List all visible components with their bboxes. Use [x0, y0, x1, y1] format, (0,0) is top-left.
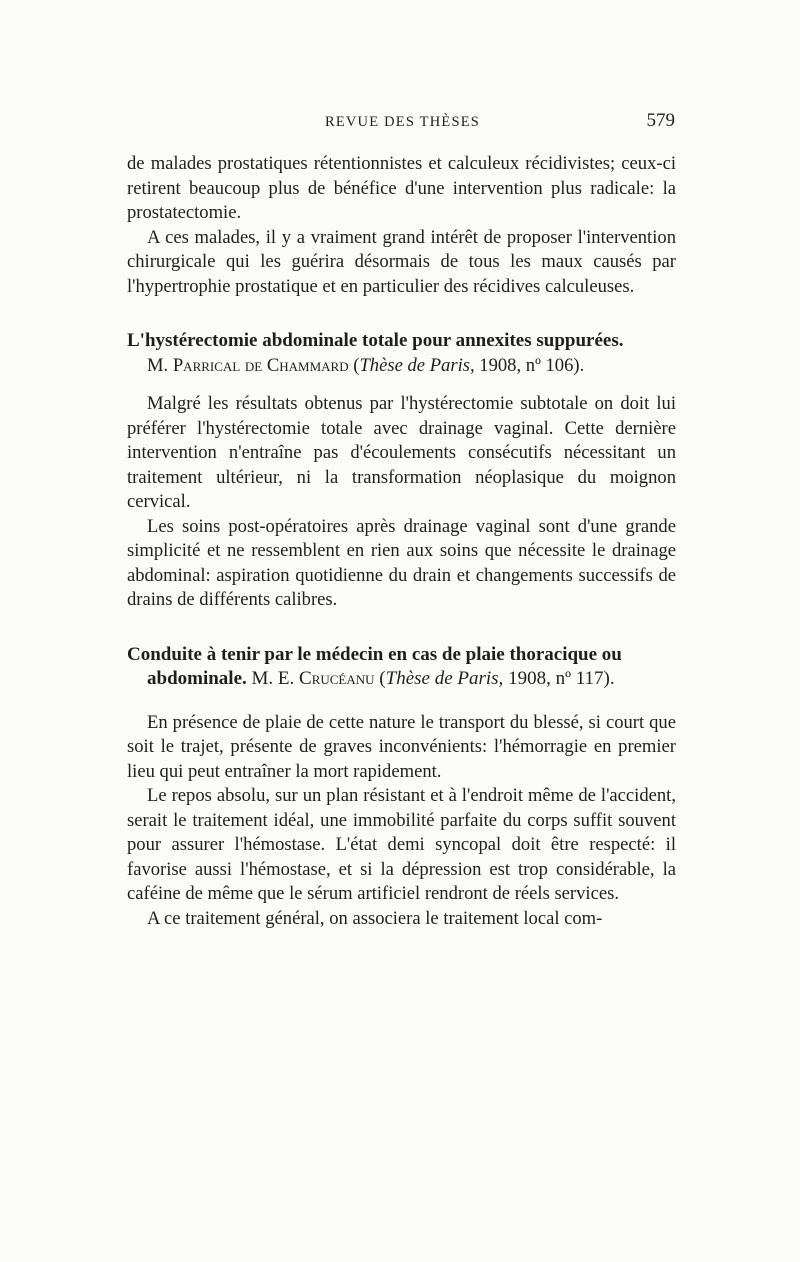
- section-2-ref-open: (: [374, 668, 386, 689]
- page-body: [127, 152, 676, 931]
- section-1-author: Parrical de Chammard: [172, 354, 349, 376]
- section-1-ref-title: Thèse de Paris,: [359, 354, 475, 376]
- section-2-paragraph-3: A ce traitement général, on associera le traitement local com-: [147, 907, 603, 929]
- section-2-author-prefix: M. E.: [246, 668, 300, 689]
- section-1-ref-rest: 1908, nº 106).: [474, 354, 585, 376]
- intro-paragraph-2: A ces malades, il y a vraiment grand intérêt de proposer l'intervention chirurgicale qui les guérira désormais de tous les maux causés par l'hypertrophie prostatique et en particulier des récidives calculeuses.: [127, 226, 676, 297]
- intro-paragraph-1: de malades prostatiques rétentionnistes et calculeux récidivistes; ceux-ci retirent beaucoup plus de bénéfice d'une intervention plus radicale: la prostatectomie.: [127, 153, 676, 223]
- section-1-paragraph-1: Malgré les résultats obtenus par l'hystérectomie subtotale on doit lui préférer l'hystérectomie totale avec drainage vaginal. Cette dernière intervention n'entraîne pas d'écoulements consécutifs nécessitant un traitement ultérieur, ni la transformation néoplasique du moignon cervical.: [127, 393, 676, 512]
- section-2-paragraph-2: Le repos absolu, sur un plan résistant et à l'endroit même de l'accident, serait le traitement idéal, une immobilité parfaite du corps suffit souvent pour assurer l'hémostase. L'état demi syncopal doit être respecté: il favorise aussi l'hémostase, et si la dépression est trop considérable, la caféine de même que le sérum artificiel rendront de réels services.: [127, 785, 676, 904]
- section-2-ref-rest: 1908, nº 117).: [503, 668, 615, 689]
- section-1-heading: L'hystérectomie abdominale totale pour annexites suppurées.: [127, 330, 624, 351]
- section-2-ref-title: Thèse de Paris,: [385, 668, 504, 689]
- section-2-heading-block: [127, 643, 676, 692]
- page-header: [130, 110, 675, 138]
- page-number: 579: [646, 110, 675, 131]
- section-1-author-prefix: M.: [147, 354, 173, 376]
- section-1-paragraph-2: Les soins post-opératoires après drainage vaginal sont d'une grande simplicité et ne ressemblent en rien aux soins que nécessite le drainage abdominal: aspiration quotidienne du drain et changements successifs de drains de différents calibres.: [127, 515, 676, 610]
- section-2-author: Crucéanu: [299, 668, 375, 689]
- section-1-reference: [127, 354, 676, 379]
- section-2-heading: Conduite à tenir par le médecin en cas de plaie thoracique ou abdominale.: [127, 643, 622, 689]
- section-1-ref-open: (: [348, 354, 360, 376]
- running-title: REVUE DES THÈSES: [324, 114, 481, 130]
- section-2-paragraph-1: En présence de plaie de cette nature le transport du blessé, si court que soit le trajet, présente de graves inconvénients: l'hémorragie en premier lieu qui peut entraîner la mort rapidement.: [127, 711, 676, 782]
